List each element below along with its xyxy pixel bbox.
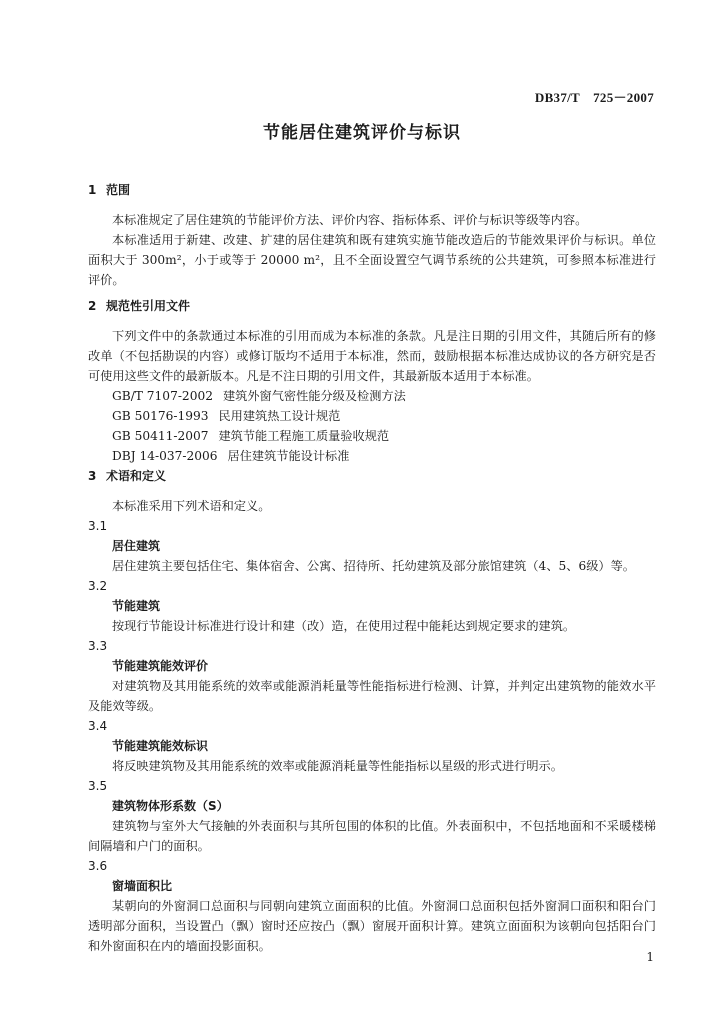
term-number: 3.2 [88,579,108,593]
section-number: 1 [88,183,97,197]
term-name: 居住建筑 [112,539,161,553]
section-scope [88,180,656,290]
reference-name: 民用建筑热工设计规范 [218,409,341,423]
reference-item [88,426,656,446]
term-definition: 某朝向的外窗洞口总面积与同朝向建筑立面面积的比值。外窗洞口总面积包括外窗洞口面积和阳台门透明部分面积，当设置凸（飘）窗时还应按凸（飘）窗展开面积计算。建筑立面面积为该朝向包括阳台门和外窗面积在内的墙面投影面积。 [88,899,656,953]
term-definition: 建筑物与室外大气接触的外表面积与其所包围的体积的比值。外表面积中，不包括地面和不采暖楼梯间隔墙和户门的面积。 [88,819,656,853]
section-terms-definitions [88,466,656,956]
term-name: 节能建筑能效标识 [112,739,209,753]
term-definition: 对建筑物及其用能系统的效率或能源消耗量等性能指标进行检测、计算，并判定出建筑物的能效水平及能效等级。 [88,679,656,713]
term-definition: 将反映建筑物及其用能系统的效率或能源消耗量等性能指标以星级的形式进行明示。 [112,759,563,773]
term-name: 建筑物体形系数（S） [112,799,229,813]
term-name: 节能建筑能效评价 [112,659,209,673]
reference-item [88,406,656,426]
section-heading [88,180,656,200]
paragraph: 本标准规定了居住建筑的节能评价方法、评价内容、指标体系、评价与标识等级等内容。 [112,213,588,227]
term-definition: 按现行节能设计标准进行设计和建（改）造，在使用过程中能耗达到规定要求的建筑。 [112,619,576,633]
document-title: 节能居住建筑评价与标识 [263,123,461,143]
term-name: 窗墙面积比 [112,879,173,893]
standard-code: DB37/T 725－2007 [534,90,654,105]
reference-item [88,446,656,466]
reference-code: GB 50176-1993 [112,409,209,423]
term-number: 3.4 [88,719,108,733]
section-heading [88,466,656,486]
reference-name: 居住建筑节能设计标准 [227,449,350,463]
page-number: 1 [646,950,654,964]
section-title: 范围 [106,183,131,197]
reference-code: GB/T 7107-2002 [112,389,213,403]
paragraph: 下列文件中的条款通过本标准的引用而成为本标准的条款。凡是注日期的引用文件，其随后所有的修改单（不包括勘误的内容）或修订版均不适用于本标准，然而，鼓励根据本标准达成协议的各方研究是否可使用这些文件的最新版本。凡是不注日期的引用文件，其最新版本适用于本标准。 [88,329,656,383]
paragraph: 本标准采用下列术语和定义。 [112,499,271,513]
section-heading [88,296,656,316]
term-number: 3.6 [88,859,108,873]
reference-item [88,386,656,406]
term-number: 3.1 [88,519,108,533]
reference-name: 建筑外窗气密性能分级及检测方法 [222,389,406,403]
paragraph: 本标准适用于新建、改建、扩建的居住建筑和既有建筑实施节能改造后的节能效果评价与标识。单位面积大于 300m²，小于或等于 20000 m²，且不全面设置空气调节系统的公共建筑，可参照本标准进行评价。 [88,233,656,287]
reference-code: GB 50411-2007 [112,429,209,443]
section-title: 规范性引用文件 [106,299,191,313]
term-name: 节能建筑 [112,599,161,613]
term-number: 3.3 [88,639,108,653]
reference-code: DBJ 14-037-2006 [112,449,218,463]
term-number: 3.5 [88,779,108,793]
section-normative-references [88,296,656,466]
reference-name: 建筑节能工程施工质量验收规范 [218,429,390,443]
section-number: 3 [88,469,97,483]
section-number: 2 [88,299,97,313]
term-definition: 居住建筑主要包括住宅、集体宿舍、公寓、招待所、托幼建筑及部分旅馆建筑（4、5、6级）等。 [112,559,635,573]
section-title: 术语和定义 [106,469,167,483]
